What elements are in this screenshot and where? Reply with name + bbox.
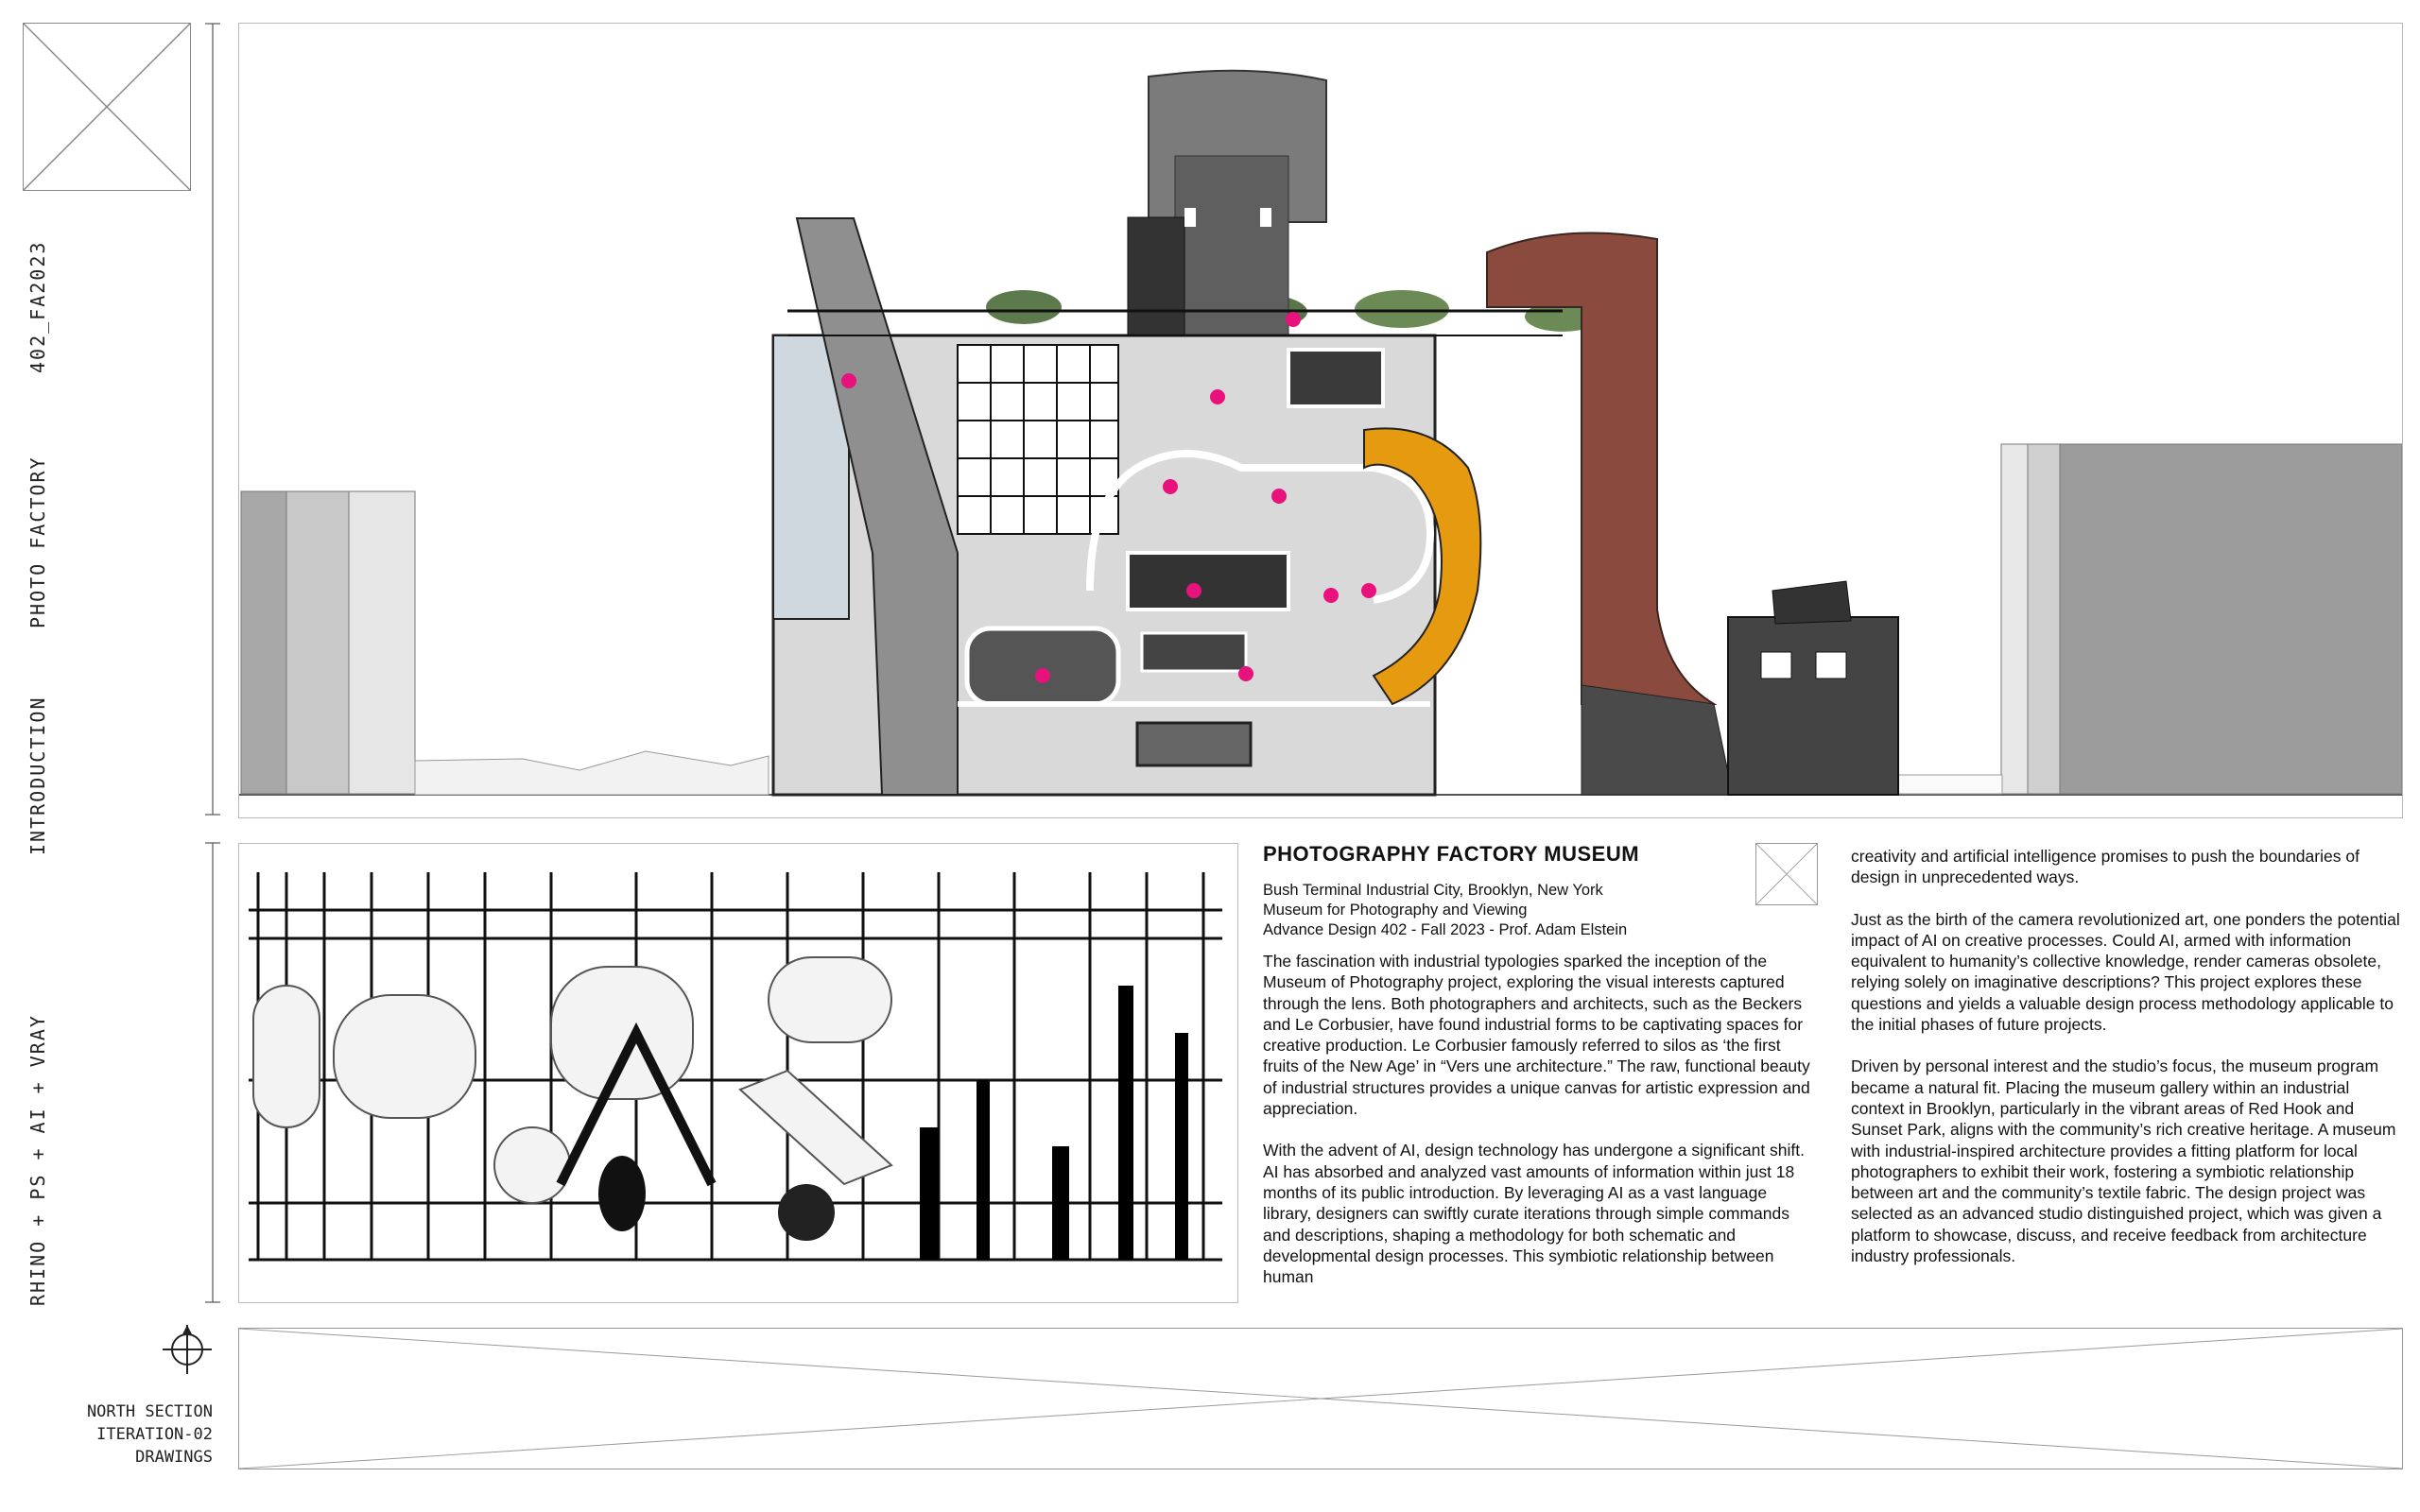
project-meta [1263, 881, 1627, 940]
elevation-drawing [239, 844, 1237, 1302]
meta-location: Bush Terminal Industrial City, Brooklyn, New York [1263, 882, 1603, 899]
project-title: PHOTOGRAPHY FACTORY MUSEUM [1263, 842, 1640, 866]
paragraph: The fascination with industrial typologies sparked the inception of the Museum of Photography project, exploring the visual interests captured through the lens. Both photographers and architects, such as the Beckers and Le Corbusier, have found industrial forms to be captivating spaces for creative production. Le Corbusier famously referred to silos as ‘the first fruits of the New Age’ in “Vers une architecture.” The raw, functional beauty of industrial structures provides a unique canvas for artistic expression and appreciation. [1263, 952, 1810, 1119]
drawing-info-line1: NORTH SECTION [86, 1402, 213, 1421]
text-column-2 [1851, 846, 2403, 1287]
paragraph: creativity and artificial intelligence promises to push the boundaries of design in unprecedented ways. [1851, 847, 2360, 887]
north-compass-icon [161, 1323, 214, 1376]
sidebar-software: RHINO + PS + AI + VRAY [26, 1014, 49, 1306]
sidebar-project: PHOTO FACTORY [26, 455, 49, 628]
paragraph: Driven by personal interest and the studio’s focus, the museum program became a natural fit. Placing the museum gallery within an industrial context in Brooklyn, particularly in the vibrant areas of Red Hook and Sunset Park, aligns with the community’s rich creative heritage. A museum with industrial-inspired architecture provides a fitting platform for local photographers to exhibit their work, fostering a symbiotic relationship between art and the community’s textile fabric. The design project was selected as an advanced studio distinguished project, which was given a platform to showcase, discuss, and receive feedback from architecture industry professionals. [1851, 1057, 2396, 1266]
brick-chimney [1487, 233, 1733, 795]
text-column-1 [1263, 951, 1813, 1308]
sidebar-code: 402_FA2023 [26, 240, 49, 373]
logo-placeholder [23, 23, 191, 191]
drawing-info [87, 1400, 213, 1469]
section-drawing-frame [238, 23, 2403, 818]
image-placeholder [1755, 843, 1818, 905]
drawing-info-line3: DRAWINGS [135, 1448, 213, 1467]
section-drawing [239, 24, 2402, 817]
meta-program: Museum for Photography and Viewing [1263, 902, 1528, 919]
paragraph: With the advent of AI, design technology has undergone a significant shift. AI has absorbed and analyzed vast amounts of information within just 18 months of its public introduction. By leveraging AI as a vast language library, designers can swiftly curate iterations through simple commands and descriptions, shaping a methodology for both schematic and developmental design processes. This symbiotic relationship between human [1263, 1141, 1806, 1287]
dimension-lines [199, 19, 227, 1314]
left-neighbour-building [241, 491, 769, 795]
bottom-image-placeholder [238, 1328, 2403, 1469]
concrete-silo-tower [1128, 71, 1326, 340]
right-neighbour-building [1898, 444, 2402, 794]
sidebar-section: INTRODUCTION [26, 696, 49, 855]
meta-course: Advance Design 402 - Fall 2023 - Prof. Adam Elstein [1263, 921, 1628, 938]
elevation-drawing-frame [238, 843, 1238, 1303]
paragraph: Just as the birth of the camera revolutionized art, one ponders the potential impact of AI on creative processes. Could AI, armed with information equivalent to humanity’s collective knowledge, render cameras obsolete, relying solely on imaginative descriptions? This project explores these questions and yields a valuable design process methodology applicable to the initial phases of future projects. [1851, 909, 2400, 1035]
drawing-info-line2: ITERATION-02 [96, 1425, 213, 1444]
brick-annex [1728, 581, 1898, 795]
